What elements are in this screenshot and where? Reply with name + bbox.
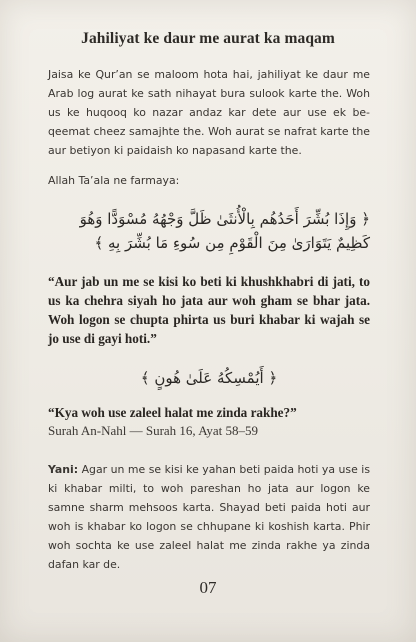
page-number: 07 <box>199 578 217 597</box>
translation-quote-2: “Kya woh use zaleel halat me zinda rakhe?” <box>48 405 297 420</box>
explanation-text: Agar un me se kisi ke yahan beti paida hoti ya use is ki khabar milti, to woh pareshan ho jata aur logon ke samne sharm mehsoos karta. Shayad beti paida hoti aur woh is khabar ko logon se chhupane ki koshish karta. Phir woh sochta ke use zaleel halat me zinda rakhe ya zinda dafan kar de. <box>48 463 370 571</box>
allah-said-line: Allah Ta’ala ne farmaya: <box>48 174 180 187</box>
arabic-verse-1: ﴿ وَإِذَا بُشِّرَ أَحَدُهُم بِالْأُنثَىٰ ظَلَّ وَجْهُهُ مُسْوَدًّا وَهُوَ كَظِيمٌ يَتَوَارَىٰ مِنَ الْقَوْمِ مِن سُوءِ مَا بُشِّرَ بِهِ ﴾ <box>79 210 370 252</box>
surah-reference: Surah An-Nahl — Surah 16, Ayat 58–59 <box>48 423 259 438</box>
translation-quote-1: “Aur jab un me se kisi ko beti ki khushkhabri di jati, to us ka chehra siyah ho jata aur woh gham se bhar jata. Woh logon se chupta phirta us buri khabar ki wajah se jo use di gayi hoti.” <box>48 274 370 346</box>
explanation-lead: Yani: <box>48 463 79 476</box>
page-title: Jahiliyat ke daur me aurat ka maqam <box>81 30 335 47</box>
arabic-verse-2: ﴿ أَيُمْسِكُهُ عَلَىٰ هُونٍ ﴾ <box>140 369 278 387</box>
intro-paragraph: Jaisa ke Qur’an se maloom hota hai, jahiliyat ke daur me Arab log aurat ke sath nihayat bura sulook karte the. Woh us ke huqooq ko nazar andaz kar dete aur use ek be-qeemat cheez samajhte the. Woh aurat se nafrat karte the aur betiyon ki paidaish ko napasand karte the. <box>48 68 370 157</box>
explanation-paragraph <box>48 460 370 574</box>
